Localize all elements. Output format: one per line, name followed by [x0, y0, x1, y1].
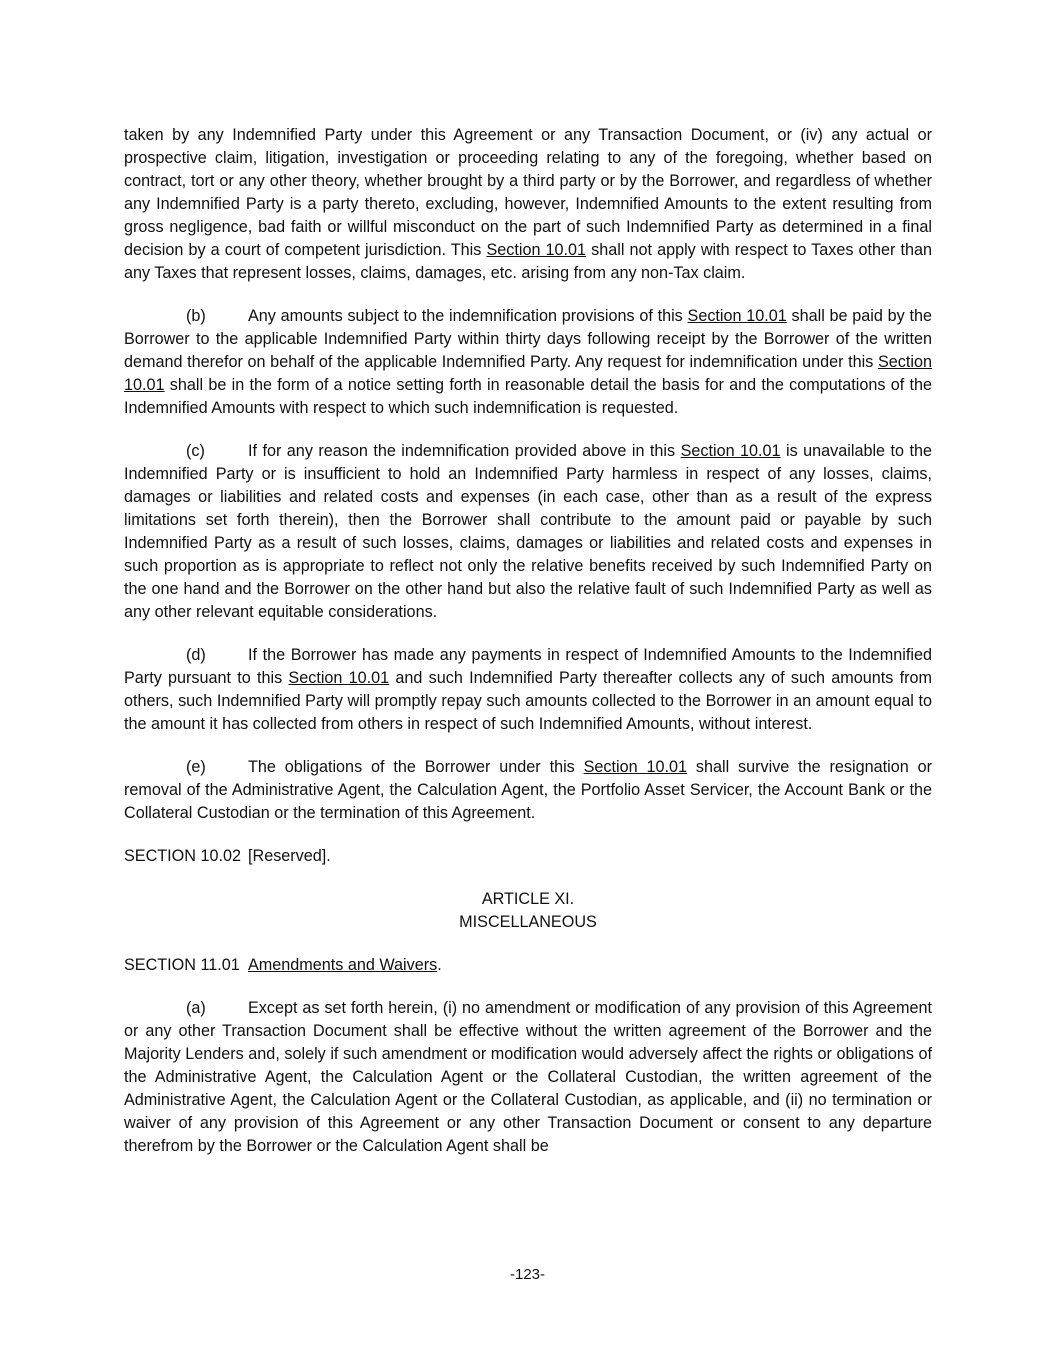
section-reference: Section 10.01: [687, 307, 787, 325]
section-reference: Section 10.01: [583, 758, 687, 776]
section-title: [Reserved].: [248, 847, 331, 865]
section-title: Amendments and Waivers: [248, 956, 438, 974]
section-reference: Section 10.01: [486, 241, 587, 259]
article-title: MISCELLANEOUS: [459, 913, 597, 931]
paragraph-label: (c): [186, 442, 205, 460]
paragraph-label: (a): [186, 999, 206, 1017]
paragraph-e: (e) The obligations of the Borrower under this Section 10.01 shall survive the resignation or removal of the Administrative Agent, the Calculation Agent, the Portfolio Asset Servicer, the Account Bank or the Collateral Custodian or the termination of this Agreement.: [124, 758, 932, 822]
section-reference: Section 10.01: [124, 353, 932, 394]
paragraph-c: (c) If for any reason the indemnification provided above in this Section 10.01 is unavailable to the Indemnified Party or is insufficient to hold an Indemnified Party harmless in respect of any losses, claims, damages or liabilities and related costs and expenses (in each case, other than as a result of the express limitations set forth therein), then the Borrower shall contribute to the amount paid or payable by such Indemnified Party as a result of such losses, claims, damages or liabilities and related costs and expenses in such proportion as is appropriate to reflect not only the relative benefits received by such Indemnified Party on the one hand and the Borrower on the other hand but also the relative fault of such Indemnified Party as well as any other relevant equitable considerations.: [124, 442, 932, 621]
section-11-01-heading: SECTION 11.01 Amendments and Waivers.: [124, 954, 932, 977]
section-reference: Section 10.01: [680, 442, 781, 460]
paragraph-continuation: taken by any Indemnified Party under this Agreement or any Transaction Document, or (iv) any actual or prospective claim, litigation, investigation or proceeding relating to any of the foregoing, whether based on contract, tort or any other theory, whether brought by a third party or by the Borrower, and regardless of whether any Indemnified Party is a party thereto, excluding, however, Indemnified Amounts to the extent resulting from gross negligence, bad faith or willful misconduct on the part of such Indemnified Party as determined in a final decision by a court of competent jurisdiction. This Section 10.01 shall not apply with respect to Taxes other than any Taxes that represent losses, claims, damages, etc. arising from any non-Tax claim.: [124, 126, 933, 282]
section-number: SECTION 10.02: [124, 847, 241, 865]
page-number: -123-: [509, 1266, 546, 1283]
paragraph-label: (e): [186, 758, 206, 776]
section-reference: Section 10.01: [288, 669, 390, 687]
document-page: [124, 124, 932, 1178]
paragraph-b: (b) Any amounts subject to the indemnification provisions of this Section 10.01 shall be paid by the Borrower to the applicable Indemnified Party within thirty days following receipt by the Borrower of the written demand therefor on behalf of the applicable Indemnified Party. Any request for indemnification under this Section 10.01 shall be in the form of a notice setting forth in reasonable detail the basis for and the computations of the Indemnified Amounts with respect to which such indemnification is requested.: [124, 307, 932, 417]
paragraph-label: (b): [186, 307, 206, 325]
paragraph-label: (d): [186, 646, 206, 664]
section-10-02-heading: [124, 845, 932, 868]
paragraph-d: (d) If the Borrower has made any payments in respect of Indemnified Amounts to the Indemnified Party pursuant to this Section 10.01 and such Indemnified Party thereafter collects any of such amounts from others, such Indemnified Party will promptly repay such amounts collected to the Borrower in an amount equal to the amount it has collected from others in respect of such Indemnified Amounts, without interest.: [124, 646, 932, 733]
paragraph-a: (a) Except as set forth herein, (i) no amendment or modification of any provision of this Agreement or any other Transaction Document shall be effective without the written agreement of the Borrower and the Majority Lenders and, solely if such amendment or modification would adversely affect the rights or obligations of the Administrative Agent, the Calculation Agent or the Collateral Custodian, the written agreement of the Administrative Agent, the Calculation Agent or the Collateral Custodian, as applicable, and (ii) no termination or waiver of any provision of this Agreement or any other Transaction Document or consent to any departure therefrom by the Borrower or the Calculation Agent shall be: [124, 999, 932, 1155]
article-heading: [124, 888, 932, 934]
section-number: SECTION 11.01: [124, 956, 240, 974]
article-number: ARTICLE XI.: [481, 890, 575, 908]
